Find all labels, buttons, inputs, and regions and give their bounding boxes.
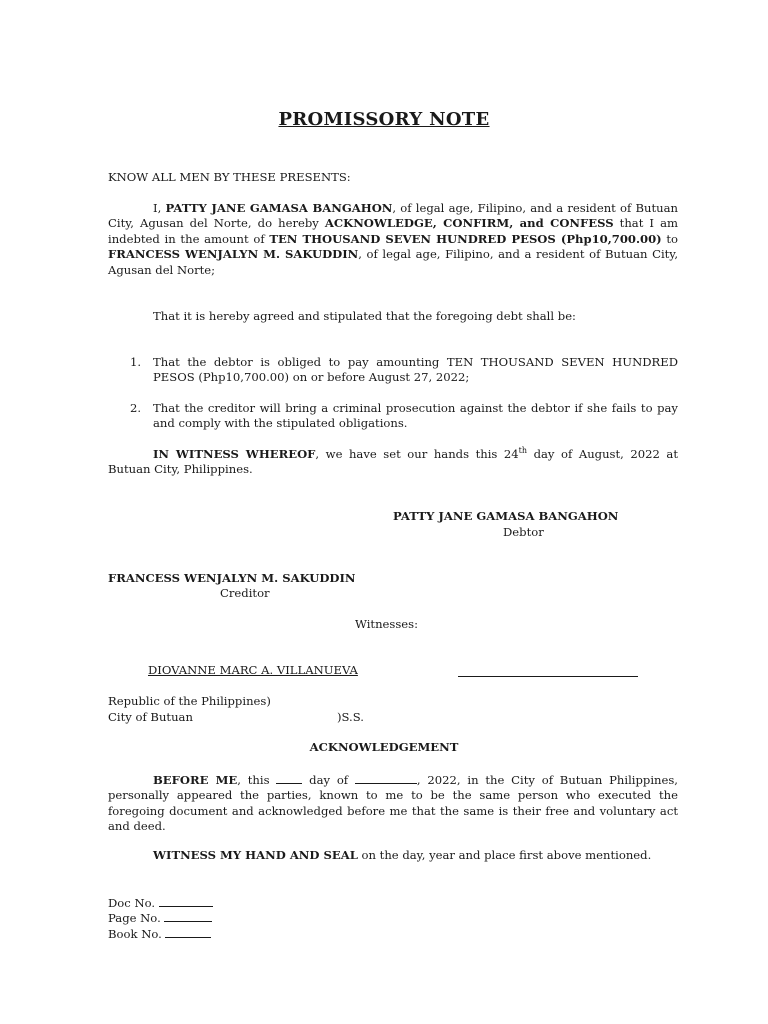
page-no-label: Page No. <box>108 909 212 926</box>
debtor-signatory-name: PATTY JANE GAMASA BANGAHON <box>393 509 619 523</box>
venue-ss: )S.S. <box>337 710 364 724</box>
doc-no-label: Doc No. <box>108 894 213 911</box>
term-text: That the creditor will bring a criminal prosecution against the debtor if she fails to pay and comply with the stipulated obligations. <box>153 401 678 431</box>
document-title: PROMISSORY NOTE <box>278 109 490 130</box>
paragraph-indebtedness: I, PATTY JANE GAMASA BANGAHON, of legal age, Filipino, and a resident of Butuan City, Agusan del Norte, do hereby ACKNOWLEDGE, CONFIRM, and CONFESS that I am indebted in the amount of TEN THOUSAND SEVEN HUNDRED PESOS (Php10,700.00) to FRANCESS WENJALYN M. SAKUDDIN, of legal age, Filipino, and a resident of Butuan City, Agusan del Norte; <box>108 201 679 277</box>
debtor-name: PATTY JANE GAMASA BANGAHON <box>165 201 393 215</box>
witness-name: DIOVANNE MARC A. VILLANUEVA <box>148 663 358 677</box>
creditor-signatory-name: FRANCESS WENJALYN M. SAKUDDIN <box>108 571 356 585</box>
acknowledgement-title: ACKNOWLEDGEMENT <box>309 740 459 754</box>
amount: TEN THOUSAND SEVEN HUNDRED PESOS (Php10,700.00) <box>269 231 662 246</box>
acknowledge-phrase: ACKNOWLEDGE, CONFIRM, and CONFESS <box>324 216 614 231</box>
witness-signature-line <box>458 676 638 677</box>
witness-clause: IN WITNESS WHEREOF, we have set our hands this 24th day of August, 2022 at Butuan City, Philippines. <box>108 446 678 477</box>
term-text: That the debtor is obliged to pay amounting TEN THOUSAND SEVEN HUNDRED PESOS (Php10,700.00) on or before August 27, 2022; <box>153 355 678 385</box>
venue-country: Republic of the Philippines) <box>108 694 271 708</box>
venue-city: City of Butuan <box>108 710 193 724</box>
seal-paragraph: WITNESS MY HAND AND SEAL on the day, year and place first above mentioned. <box>153 848 652 862</box>
creditor-role: Creditor <box>220 586 270 600</box>
list-item: 1. That the debtor is obliged to pay amounting TEN THOUSAND SEVEN HUNDRED PESOS (Php10,700.00) on or before August 27, 2022; <box>130 355 678 385</box>
debtor-role: Debtor <box>503 525 544 539</box>
witnesses-label: Witnesses: <box>355 617 419 631</box>
month-blank <box>355 771 417 784</box>
list-item: 2. That the creditor will bring a criminal prosecution against the debtor if she fails to pay and comply with the stipulated obligations. <box>130 401 678 431</box>
day-blank <box>276 771 302 784</box>
paragraph-stipulation: That it is hereby agreed and stipulated that the foregoing debt shall be: <box>153 309 576 323</box>
acknowledgement-paragraph: BEFORE ME, this day of , 2022, in the City of Butuan Philippines, personally appeared the parties, known to me to be the same person who executed the foregoing document and acknowledged before me that the same is their free and voluntary act and deed. <box>108 773 678 834</box>
creditor-name: FRANCESS WENJALYN M. SAKUDDIN <box>108 247 359 262</box>
opening-line: KNOW ALL MEN BY THESE PRESENTS: <box>108 170 351 184</box>
book-no-label: Book No. <box>108 925 211 942</box>
